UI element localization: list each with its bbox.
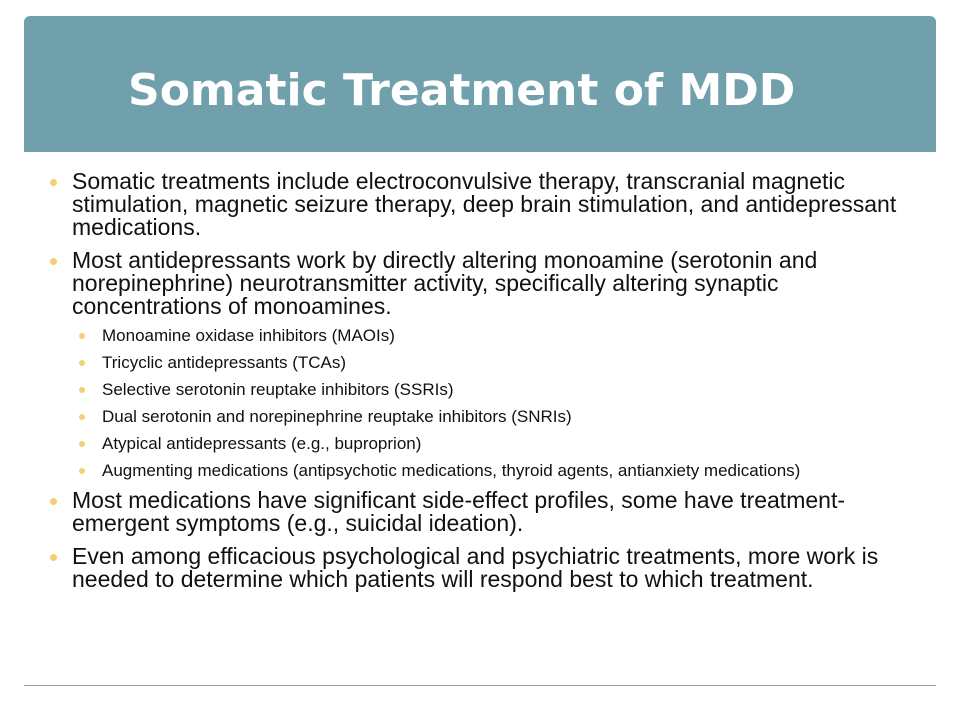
sub-bullet-text: Augmenting medications (antipsychotic medications, thyroid agents, antianxiety medications) — [102, 461, 801, 480]
sub-bullet-dot-icon — [79, 387, 85, 393]
title-bar — [24, 16, 936, 152]
sub-bullet-dot-icon — [79, 441, 85, 447]
sub-bullet-dot-icon — [79, 333, 85, 339]
sub-bullet-text: Monoamine oxidase inhibitors (MAOIs) — [102, 326, 395, 345]
bullet-dot-icon — [50, 498, 57, 505]
sub-bullet-item — [78, 381, 918, 398]
bullet-text: Most antidepressants work by directly altering monoamine (serotonin and norepinephrine) neurotransmitter activity, specifically altering synaptic concentrations of monoamines. — [72, 247, 818, 319]
sub-bullet-dot-icon — [79, 414, 85, 420]
footer-divider — [24, 685, 936, 686]
sub-bullet-text: Tricyclic antidepressants (TCAs) — [102, 353, 347, 372]
sub-bullet-item — [78, 327, 918, 344]
sub-bullet-dot-icon — [79, 360, 85, 366]
bullet-dot-icon — [50, 258, 57, 265]
bullet-text: Somatic treatments include electroconvulsive therapy, transcranial magnetic stimulation, magnetic seizure therapy, deep brain stimulation, and antidepressant medications. — [72, 168, 897, 240]
sub-bullet-text: Selective serotonin reuptake inhibitors (SSRIs) — [102, 380, 454, 399]
bullet-dot-icon — [50, 179, 57, 186]
bullet-text: Even among efficacious psychological and psychiatric treatments, more work is needed to determine which patients will respond best to which treatment. — [72, 543, 879, 592]
slide-title: Somatic Treatment of MDD — [128, 65, 796, 116]
sub-bullet-list — [78, 327, 918, 479]
bullet-item — [48, 489, 918, 535]
slide-content — [48, 170, 918, 601]
sub-bullet-dot-icon — [79, 468, 85, 474]
sub-bullet-item — [78, 435, 918, 452]
bullet-item — [48, 170, 918, 239]
sub-bullet-text: Atypical antidepressants (e.g., buproprion) — [102, 434, 422, 453]
sub-bullet-item — [78, 408, 918, 425]
sub-bullet-item — [78, 354, 918, 371]
bullet-item — [48, 545, 918, 591]
bullet-list — [48, 170, 918, 591]
sub-bullet-text: Dual serotonin and norepinephrine reuptake inhibitors (SNRIs) — [102, 407, 572, 426]
bullet-dot-icon — [50, 554, 57, 561]
bullet-item — [48, 249, 918, 479]
sub-bullet-item — [78, 462, 918, 479]
bullet-text: Most medications have significant side-effect profiles, some have treatment-emergent symptoms (e.g., suicidal ideation). — [72, 487, 845, 536]
